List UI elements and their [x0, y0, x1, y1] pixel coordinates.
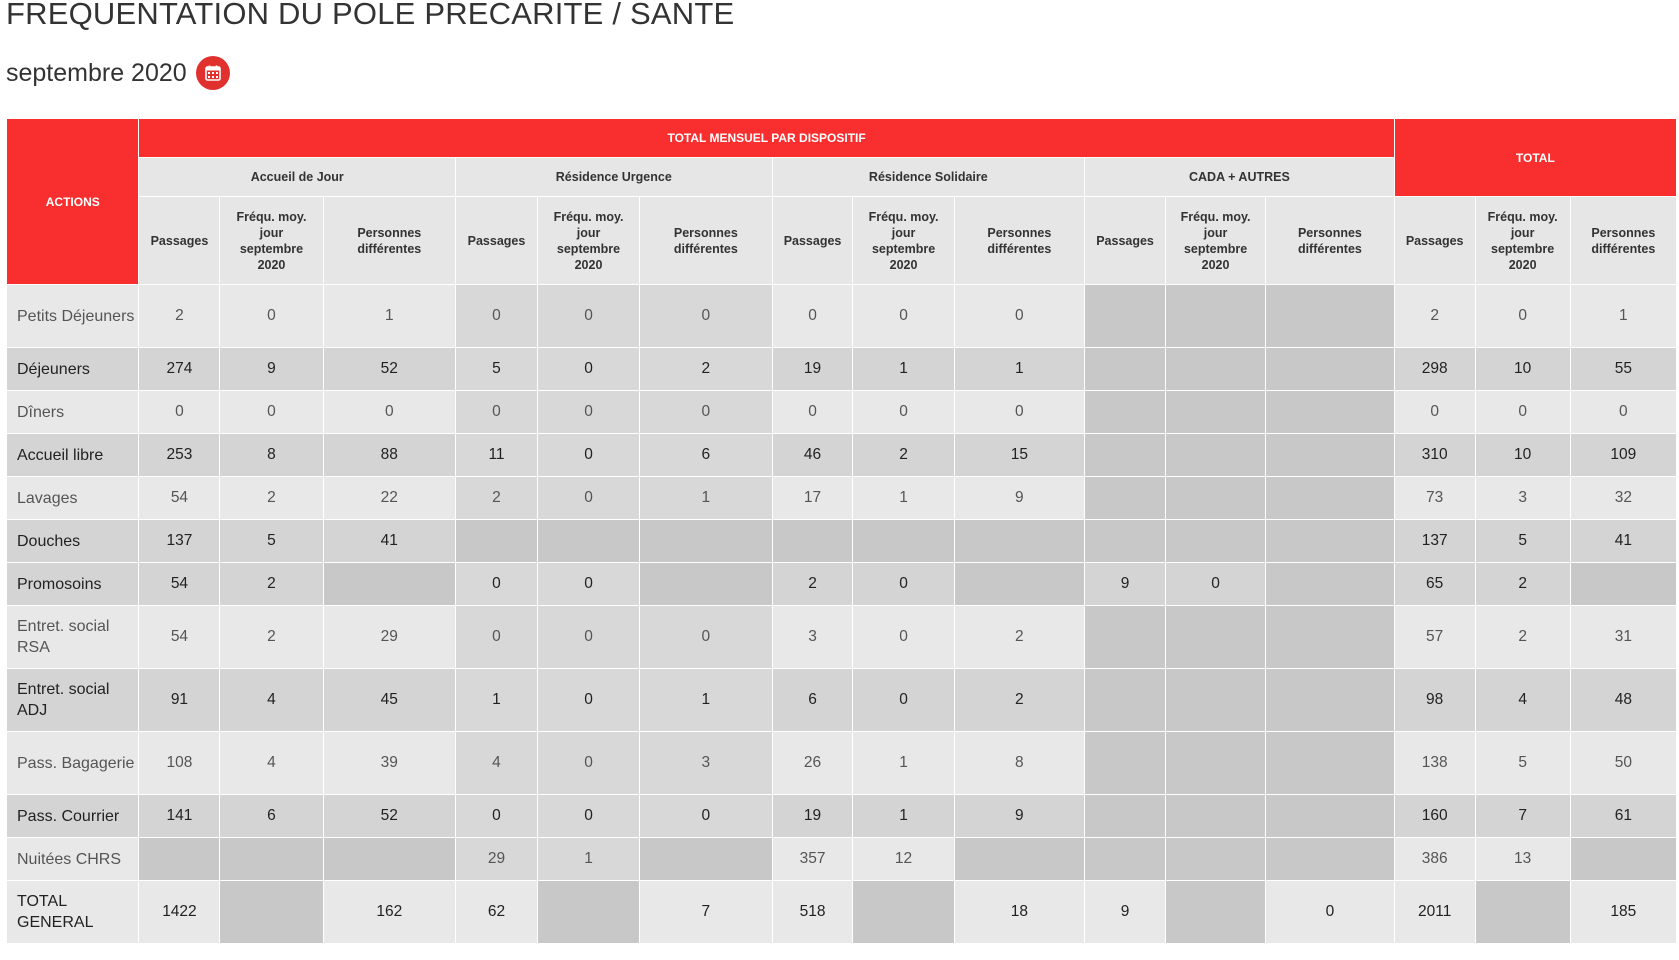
table-cell: 2: [853, 434, 954, 477]
table-cell: 0: [1475, 391, 1570, 434]
table-cell: 15: [954, 434, 1084, 477]
table-cell: [1085, 838, 1166, 881]
table-cell: [1166, 795, 1266, 838]
table-cell: 11: [456, 434, 538, 477]
table-cell: 2: [1475, 563, 1570, 606]
table-cell: 52: [323, 795, 455, 838]
table-cell: 2: [1394, 285, 1475, 348]
table-cell: 1: [640, 669, 772, 732]
table-cell: 2: [220, 563, 323, 606]
table-cell: 1: [323, 285, 455, 348]
table-cell: 0: [1166, 563, 1266, 606]
table-cell: 1: [853, 477, 954, 520]
table-cell: [323, 563, 455, 606]
table-cell: 141: [139, 795, 220, 838]
table-cell: [640, 838, 772, 881]
table-cell: 54: [139, 563, 220, 606]
table-cell: [853, 520, 954, 563]
table-cell: [1166, 434, 1266, 477]
table-cell: [1266, 477, 1395, 520]
table-cell: 8: [954, 732, 1084, 795]
table-cell: 61: [1570, 795, 1676, 838]
table-cell: [220, 838, 323, 881]
table-cell: 0: [954, 285, 1084, 348]
table-cell: [1166, 477, 1266, 520]
table-cell: 0: [456, 795, 538, 838]
table-cell: 62: [456, 881, 538, 944]
table-cell: 2: [1475, 606, 1570, 669]
table-cell: 0: [537, 348, 639, 391]
sub-header: Fréqu. moy. jour septembre 2020: [1166, 197, 1266, 285]
table-cell: 0: [1266, 881, 1395, 944]
table-cell: [1266, 285, 1395, 348]
sub-header: Fréqu. moy. jour septembre 2020: [537, 197, 639, 285]
sub-header: Passages: [456, 197, 538, 285]
table-cell: 17: [772, 477, 853, 520]
table-cell: [1266, 434, 1395, 477]
table-cell: 3: [1475, 477, 1570, 520]
sub-header: Personnes différentes: [640, 197, 772, 285]
table-cell: 0: [537, 795, 639, 838]
table-cell: 5: [220, 520, 323, 563]
actions-header: ACTIONS: [7, 119, 139, 285]
table-cell: 19: [772, 348, 853, 391]
table-row: [7, 795, 1677, 838]
table-cell: 0: [853, 391, 954, 434]
row-label: Déjeuners: [7, 348, 139, 391]
table-row: [7, 563, 1677, 606]
table-cell: [1085, 477, 1166, 520]
table-cell: 6: [640, 434, 772, 477]
table-cell: 0: [954, 391, 1084, 434]
table-cell: 29: [323, 606, 455, 669]
table-cell: 1: [640, 477, 772, 520]
table-cell: 7: [640, 881, 772, 944]
table-row: [7, 520, 1677, 563]
table-cell: [1166, 348, 1266, 391]
table-cell: [1166, 838, 1266, 881]
table-cell: 6: [772, 669, 853, 732]
table-cell: 10: [1475, 434, 1570, 477]
table-cell: 29: [456, 838, 538, 881]
table-cell: [640, 563, 772, 606]
table-cell: 0: [640, 795, 772, 838]
table-cell: 1: [853, 795, 954, 838]
table-cell: [1266, 391, 1395, 434]
table-cell: [1085, 795, 1166, 838]
table-cell: 162: [323, 881, 455, 944]
table-cell: 31: [1570, 606, 1676, 669]
table-cell: [537, 520, 639, 563]
page-title: FREQUENTATION DU POLE PRECARITE / SANTE: [6, 0, 735, 31]
table-cell: [1266, 520, 1395, 563]
table-cell: [537, 881, 639, 944]
table-cell: 54: [139, 606, 220, 669]
table-cell: 50: [1570, 732, 1676, 795]
sub-header: Personnes différentes: [1570, 197, 1676, 285]
table-cell: 5: [1475, 732, 1570, 795]
table-cell: 137: [1394, 520, 1475, 563]
table-cell: 9: [1085, 881, 1166, 944]
table-cell: 5: [456, 348, 538, 391]
table-cell: [1475, 881, 1570, 944]
table-cell: 19: [772, 795, 853, 838]
table-cell: 0: [220, 285, 323, 348]
table-cell: 13: [1475, 838, 1570, 881]
table-cell: 0: [323, 391, 455, 434]
table-cell: 1: [1570, 285, 1676, 348]
row-label: Lavages: [7, 477, 139, 520]
table-cell: 160: [1394, 795, 1475, 838]
table-cell: 9: [220, 348, 323, 391]
table-cell: 12: [853, 838, 954, 881]
table-cell: [954, 838, 1084, 881]
table-cell: 41: [1570, 520, 1676, 563]
table-cell: 46: [772, 434, 853, 477]
table-row: [7, 732, 1677, 795]
table-cell: [1266, 732, 1395, 795]
table-cell: 32: [1570, 477, 1676, 520]
table-cell: [772, 520, 853, 563]
table-cell: 0: [456, 391, 538, 434]
table-cell: 18: [954, 881, 1084, 944]
dispositif-header: Résidence Urgence: [456, 158, 773, 197]
table-cell: [456, 520, 538, 563]
table-cell: 5: [1475, 520, 1570, 563]
table-cell: 26: [772, 732, 853, 795]
table-cell: 298: [1394, 348, 1475, 391]
period-selector: [6, 56, 230, 90]
table-cell: [853, 881, 954, 944]
row-label: Dîners: [7, 391, 139, 434]
table-cell: 1: [853, 348, 954, 391]
table-cell: 3: [772, 606, 853, 669]
dispositif-header: Accueil de Jour: [139, 158, 456, 197]
table-cell: 91: [139, 669, 220, 732]
table-row: [7, 348, 1677, 391]
table-cell: 4: [220, 732, 323, 795]
table-cell: 22: [323, 477, 455, 520]
table-cell: 310: [1394, 434, 1475, 477]
table-cell: 9: [954, 795, 1084, 838]
table-cell: 2: [954, 669, 1084, 732]
table-row: [7, 606, 1677, 669]
table-cell: 253: [139, 434, 220, 477]
table-row: [7, 285, 1677, 348]
table-cell: 0: [853, 563, 954, 606]
dispositif-header: CADA + AUTRES: [1085, 158, 1395, 197]
row-label: Promosoins: [7, 563, 139, 606]
table-cell: 1: [853, 732, 954, 795]
table-cell: [1166, 606, 1266, 669]
table-cell: 4: [456, 732, 538, 795]
table-cell: 1: [537, 838, 639, 881]
table-cell: [1085, 606, 1166, 669]
table-cell: 0: [772, 391, 853, 434]
table-cell: 0: [537, 606, 639, 669]
row-label: Pass. Bagagerie: [7, 732, 139, 795]
table-cell: [1166, 391, 1266, 434]
table-cell: [1085, 285, 1166, 348]
table-cell: 2: [640, 348, 772, 391]
row-label: Petits Déjeuners: [7, 285, 139, 348]
table-cell: [1166, 732, 1266, 795]
table-cell: [1166, 285, 1266, 348]
table-row: [7, 838, 1677, 881]
table-cell: [1085, 520, 1166, 563]
total-header: TOTAL: [1394, 119, 1676, 197]
table-cell: [1166, 669, 1266, 732]
table-cell: [220, 881, 323, 944]
sub-header: Passages: [139, 197, 220, 285]
table-cell: 0: [853, 285, 954, 348]
table-cell: 54: [139, 477, 220, 520]
group-header: TOTAL MENSUEL PAR DISPOSITIF: [139, 119, 1394, 158]
table-cell: 2: [456, 477, 538, 520]
table-cell: 0: [1475, 285, 1570, 348]
table-cell: 0: [640, 606, 772, 669]
table-cell: [640, 520, 772, 563]
table-cell: 108: [139, 732, 220, 795]
sub-header: Passages: [772, 197, 853, 285]
table-cell: 0: [537, 434, 639, 477]
table-cell: 52: [323, 348, 455, 391]
period-label: septembre 2020: [6, 58, 187, 87]
table-cell: 0: [537, 477, 639, 520]
table-cell: 185: [1570, 881, 1676, 944]
table-cell: 39: [323, 732, 455, 795]
row-label: Accueil libre: [7, 434, 139, 477]
table-cell: [1266, 838, 1395, 881]
table-cell: 2: [220, 606, 323, 669]
table-cell: [1166, 881, 1266, 944]
table-cell: [1266, 563, 1395, 606]
table-cell: [1570, 838, 1676, 881]
row-label: Nuitées CHRS: [7, 838, 139, 881]
table-row: [7, 669, 1677, 732]
table-cell: [1266, 348, 1395, 391]
table-cell: [1266, 669, 1395, 732]
table-cell: [1085, 669, 1166, 732]
table-cell: 1422: [139, 881, 220, 944]
table-cell: [1266, 795, 1395, 838]
table-cell: [1085, 732, 1166, 795]
table-cell: 73: [1394, 477, 1475, 520]
table-cell: 65: [1394, 563, 1475, 606]
sub-header: Fréqu. moy. jour septembre 2020: [1475, 197, 1570, 285]
sub-header: Personnes différentes: [1266, 197, 1395, 285]
table-cell: 2: [139, 285, 220, 348]
row-label: Pass. Courrier: [7, 795, 139, 838]
table-row: [7, 881, 1677, 944]
table-cell: [954, 520, 1084, 563]
table-cell: [954, 563, 1084, 606]
table-cell: [323, 838, 455, 881]
table-row: [7, 391, 1677, 434]
table-cell: 0: [640, 391, 772, 434]
table-cell: 0: [640, 285, 772, 348]
row-label: Entret. social RSA: [7, 606, 139, 669]
row-label: Entret. social ADJ: [7, 669, 139, 732]
table-cell: [1266, 606, 1395, 669]
table-cell: 8: [220, 434, 323, 477]
sub-header: Personnes différentes: [323, 197, 455, 285]
table-cell: 45: [323, 669, 455, 732]
table-cell: [1085, 391, 1166, 434]
table-cell: [1570, 563, 1676, 606]
table-cell: 109: [1570, 434, 1676, 477]
table-cell: 9: [954, 477, 1084, 520]
table-cell: 0: [853, 606, 954, 669]
table-cell: 0: [456, 563, 538, 606]
table-cell: 4: [1475, 669, 1570, 732]
table-row: [7, 434, 1677, 477]
table-row: [7, 477, 1677, 520]
table-cell: [139, 838, 220, 881]
table-cell: 1: [456, 669, 538, 732]
calendar-icon[interactable]: [196, 56, 230, 90]
table-cell: 2: [220, 477, 323, 520]
frequentation-table: [6, 118, 1677, 944]
sub-header: Personnes différentes: [954, 197, 1084, 285]
table-cell: 98: [1394, 669, 1475, 732]
dispositif-header: Résidence Solidaire: [772, 158, 1085, 197]
table-cell: 7: [1475, 795, 1570, 838]
table-cell: 386: [1394, 838, 1475, 881]
table-cell: 0: [537, 285, 639, 348]
table-cell: 0: [853, 669, 954, 732]
table-cell: 357: [772, 838, 853, 881]
table-cell: 41: [323, 520, 455, 563]
table-cell: 138: [1394, 732, 1475, 795]
sub-header: Fréqu. moy. jour septembre 2020: [853, 197, 954, 285]
table-cell: 0: [537, 391, 639, 434]
table-cell: 6: [220, 795, 323, 838]
sub-header: Passages: [1394, 197, 1475, 285]
row-label: TOTAL GENERAL: [7, 881, 139, 944]
table-cell: 0: [456, 606, 538, 669]
table-cell: [1085, 434, 1166, 477]
table-cell: 9: [1085, 563, 1166, 606]
table-cell: 88: [323, 434, 455, 477]
table-cell: 0: [1394, 391, 1475, 434]
table-cell: 0: [139, 391, 220, 434]
table-cell: 48: [1570, 669, 1676, 732]
table-cell: [1085, 348, 1166, 391]
table-cell: 137: [139, 520, 220, 563]
row-label: Douches: [7, 520, 139, 563]
table-cell: 518: [772, 881, 853, 944]
table-cell: 0: [537, 732, 639, 795]
table-cell: 274: [139, 348, 220, 391]
table-cell: 1: [954, 348, 1084, 391]
table-cell: 2: [772, 563, 853, 606]
table-cell: 0: [772, 285, 853, 348]
sub-header: Fréqu. moy. jour septembre 2020: [220, 197, 323, 285]
table-cell: 4: [220, 669, 323, 732]
table-cell: 0: [537, 563, 639, 606]
table-cell: 0: [220, 391, 323, 434]
table-cell: 0: [456, 285, 538, 348]
table-cell: 3: [640, 732, 772, 795]
table-cell: 57: [1394, 606, 1475, 669]
table-cell: 0: [537, 669, 639, 732]
table-cell: [1166, 520, 1266, 563]
table-cell: 10: [1475, 348, 1570, 391]
table-cell: 2: [954, 606, 1084, 669]
sub-header: Passages: [1085, 197, 1166, 285]
table-cell: 2011: [1394, 881, 1475, 944]
table-cell: 55: [1570, 348, 1676, 391]
table-cell: 0: [1570, 391, 1676, 434]
